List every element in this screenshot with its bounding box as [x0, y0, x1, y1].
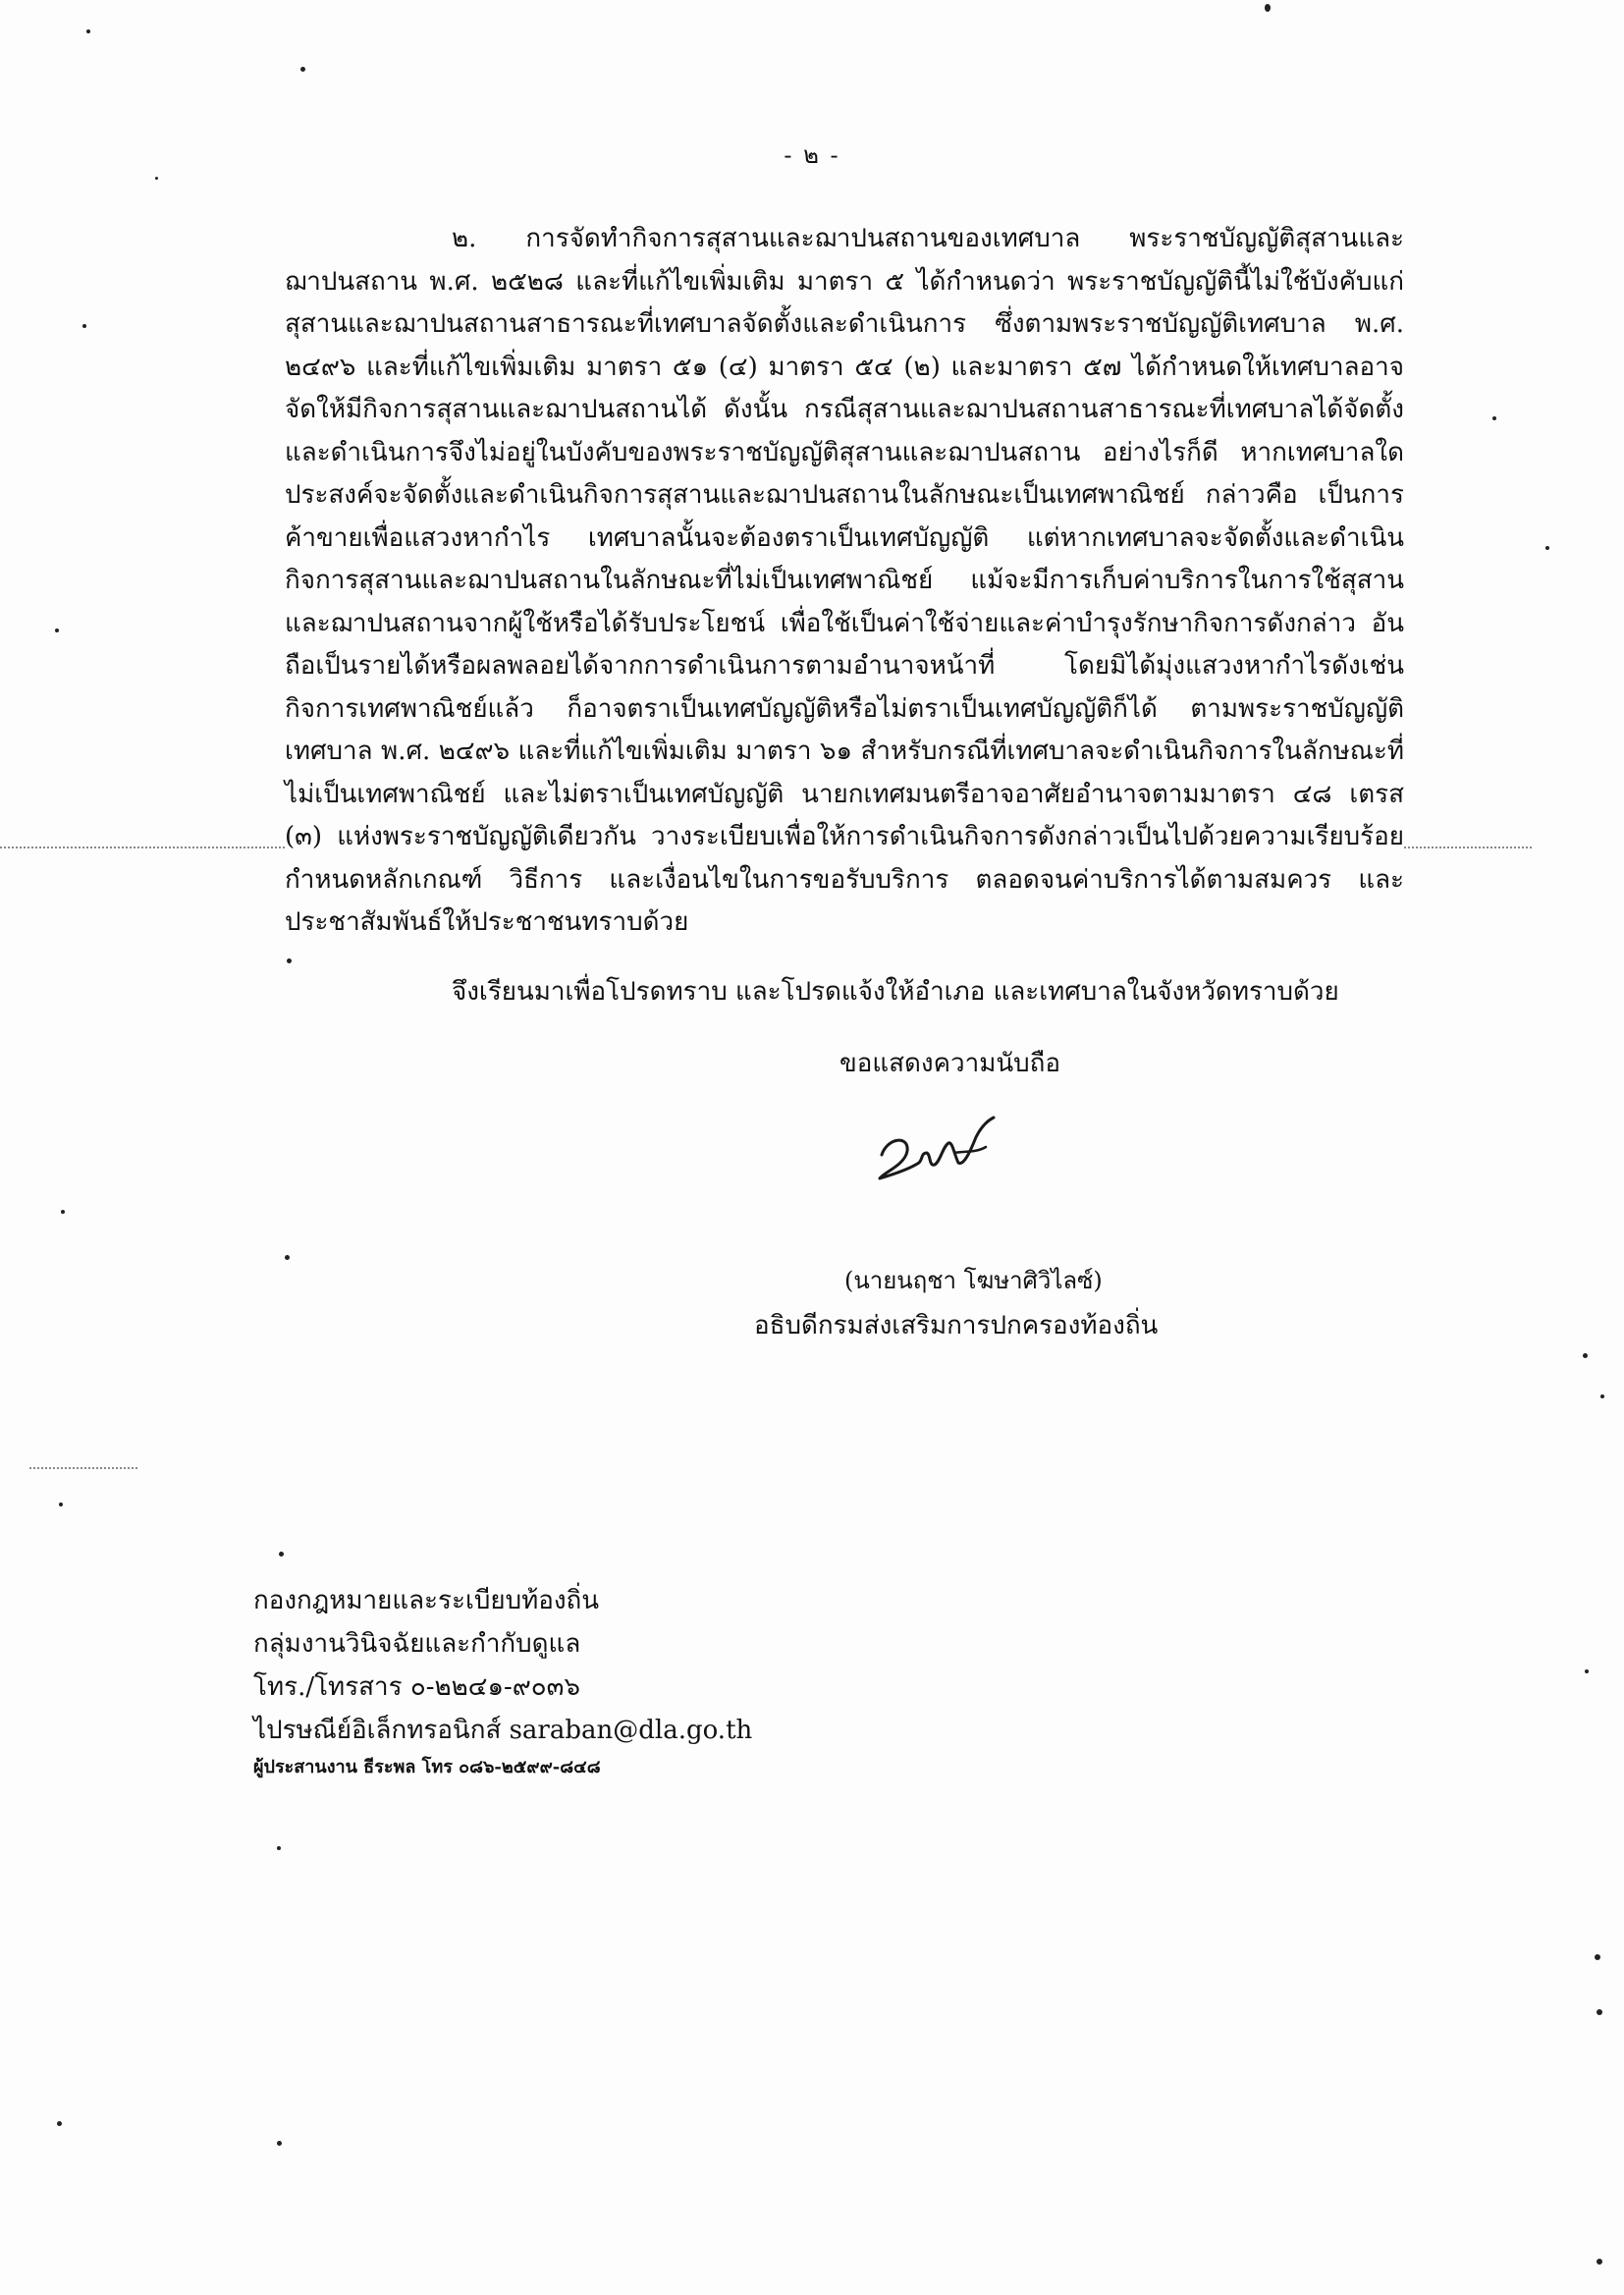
email-line: ไปรษณีย์อิเล็กทรอนิกส์ saraban@dla.go.th	[253, 1716, 753, 1745]
contact-block	[253, 1579, 752, 1783]
scan-speck	[59, 1503, 63, 1506]
signer-name: (นายนฤชา โฆษาศิวิไลซ์)	[844, 1267, 1103, 1294]
coordinator-line: ผู้ประสานงาน ธีระพล โทร ๐๘๖-๒๕๙๙-๘๔๘	[253, 1757, 601, 1777]
group-name: กลุ่มงานวินิจฉัยและกำกับดูแล	[253, 1629, 581, 1659]
scan-speck	[1595, 1954, 1600, 1960]
page-number: - ๒ -	[784, 141, 840, 169]
signature-image	[870, 1108, 1017, 1196]
salutation: ขอแสดงความนับถือ	[839, 1049, 1060, 1078]
scan-speck	[1585, 1669, 1589, 1673]
scan-speck	[1583, 1353, 1588, 1358]
body-text	[285, 218, 1404, 945]
scan-speck	[300, 67, 305, 72]
scan-speck	[61, 1210, 65, 1214]
scan-speck	[57, 2121, 62, 2126]
scan-speck	[277, 2141, 282, 2146]
scan-speck	[1265, 4, 1271, 12]
scan-dotted-line	[0, 847, 285, 848]
scan-speck	[86, 29, 90, 33]
scan-speck	[82, 324, 86, 328]
scan-speck	[1597, 2009, 1602, 2015]
scan-speck	[287, 958, 292, 963]
division-name: กองกฎหมายและระเบียบท้องถิ่น	[253, 1586, 600, 1615]
scan-speck	[279, 1552, 284, 1557]
scan-dotted-line	[29, 1467, 137, 1469]
scan-speck	[285, 1255, 290, 1260]
scan-speck	[55, 628, 59, 632]
scan-speck	[1597, 2259, 1602, 2265]
signer-title: อธิบดีกรมส่งเสริมการปกครองท้องถิ่น	[754, 1311, 1159, 1340]
scan-speck	[1545, 546, 1549, 550]
closing-line: จึงเรียนมาเพื่อโปรดทราบ และโปรดแจ้งให้อำเภอ และเทศบาลในจังหวัดทราบด้วย	[452, 977, 1339, 1007]
phone-fax: โทร./โทรสาร ๐-๒๒๔๑-๙๐๓๖	[253, 1672, 580, 1702]
scan-speck	[1600, 1394, 1604, 1398]
scan-speck	[1492, 416, 1496, 420]
scan-speck	[277, 1846, 281, 1850]
body-paragraph: ๒. การจัดทำกิจการสุสานและฌาปนสถานของเทศบาล พระราชบัญญัติสุสานและฌาปนสถาน พ.ศ. ๒๕๒๘ และที่แก้ไขเพิ่มเติม มาตรา ๕ ได้กำหนดว่า พระราชบัญญัตินี้ไม่ใช้บังคับแก่สุสานและฌาปนสถานสาธารณะที่เทศบาลจัดตั้งและดำเนินการ ซึ่งตามพระราชบัญญัติเทศบาล พ.ศ. ๒๔๙๖ และที่แก้ไขเพิ่มเติม มาตรา ๕๑ (๔) มาตรา ๕๔ (๒) และมาตรา ๕๗ ได้กำหนดให้เทศบาลอาจจัดให้มีกิจการสุสานและฌาปนสถานได้ ดังนั้น กรณีสุสานและฌาปนสถานสาธารณะที่เทศบาลได้จัดตั้งและดำเนินการจึงไม่อยู่ในบังคับของพระราชบัญญัติสุสานและฌาปนสถาน อย่างไรก็ดี หากเทศบาลใดประสงค์จะจัดตั้งและดำเนินกิจการสุสานและฌาปนสถานในลักษณะเป็นเทศพาณิชย์ กล่าวคือ เป็นการค้าขายเพื่อแสวงหากำไร เทศบาลนั้นจะต้องตราเป็นเทศบัญญัติ แต่หากเทศบาลจะจัดตั้งและดำเนินกิจการสุสานและฌาปนสถานในลักษณะที่ไม่เป็นเทศพาณิชย์ แม้จะมีการเก็บค่าบริการในการใช้สุสานและฌาปนสถานจากผู้ใช้หรือได้รับประโยชน์ เพื่อใช้เป็นค่าใช้จ่ายและค่าบำรุงรักษากิจการดังกล่าว อันถือเป็นรายได้หรือผลพลอยได้จากการดำเนินการตามอำนาจหน้าที่ โดยมิได้มุ่งแสวงหากำไรดังเช่นกิจการเทศพาณิชย์แล้ว ก็อาจตราเป็นเทศบัญญัติหรือไม่ตราเป็นเทศบัญญัติก็ได้ ตามพระราชบัญญัติเทศบาล พ.ศ. ๒๔๙๖ และที่แก้ไขเพิ่มเติม มาตรา ๖๑ สำหรับกรณีที่เทศบาลจะดำเนินกิจการในลักษณะที่ไม่เป็นเทศพาณิชย์ และไม่ตราเป็นเทศบัญญัติ นายกเทศมนตรีอาจอาศัยอำนาจตามมาตรา ๔๘ เตรส (๓) แห่งพระราชบัญญัติเดียวกัน วางระเบียบเพื่อให้การดำเนินกิจการดังกล่าวเป็นไปด้วยความเรียบร้อย กำหนดหลักเกณฑ์ วิธีการ และเงื่อนไขในการขอรับบริการ ตลอดจนค่าบริการได้ตามสมควร และประชาสัมพันธ์ให้ประชาชนทราบด้วย	[285, 224, 1404, 937]
scan-dotted-line	[1404, 847, 1532, 848]
scan-speck	[155, 177, 158, 180]
